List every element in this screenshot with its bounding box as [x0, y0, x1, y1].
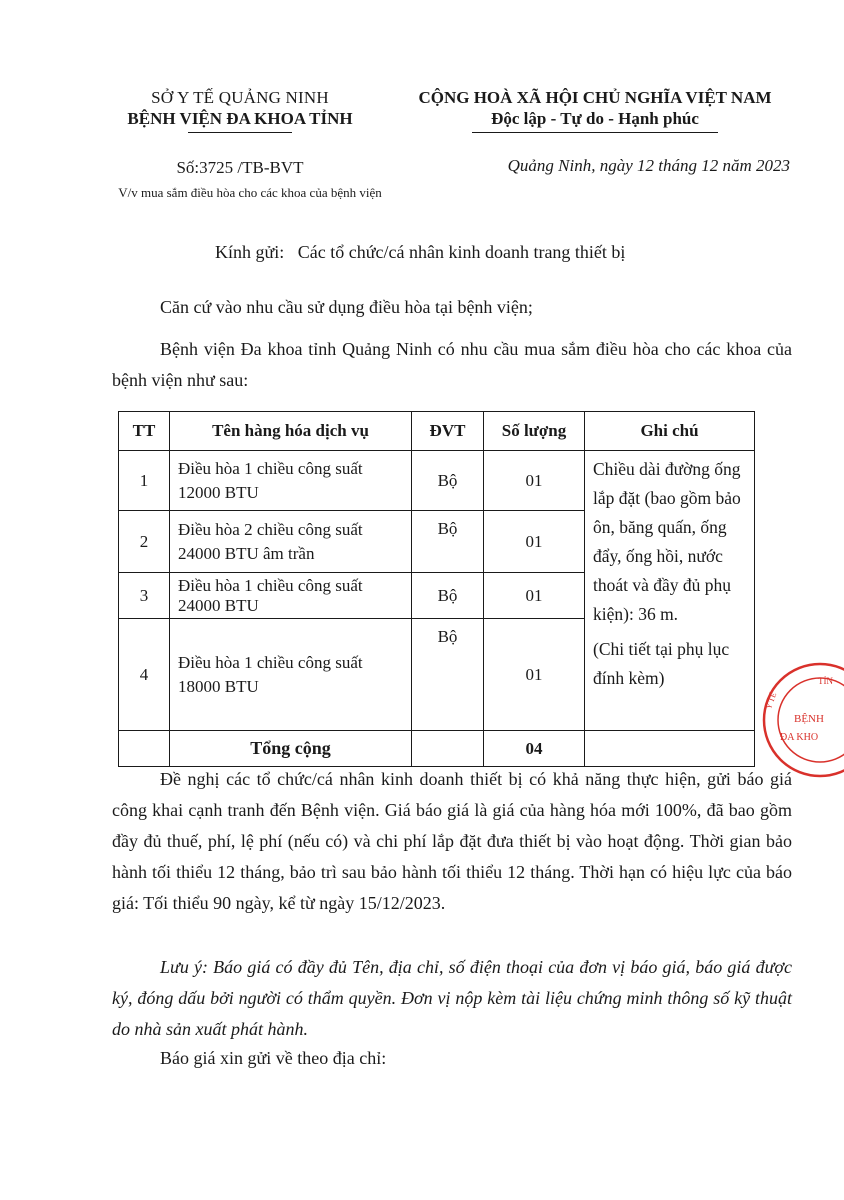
row-unit: Bộ — [412, 619, 484, 731]
row-name-line2: 12000 BTU — [178, 482, 259, 502]
row-unit: Bộ — [412, 451, 484, 511]
row-tt: 2 — [119, 511, 170, 573]
note-paragraph: Lưu ý: Báo giá có đầy đủ Tên, địa chỉ, số điện thoại của đơn vị báo giá, báo giá được ký, đóng dấu bởi người có thẩm quyền. Đơn vị nộp kèm tài liệu chứng minh thông số kỹ thuật do nhà sản xuất phát hành. — [112, 957, 792, 1039]
row-qty: 01 — [484, 573, 585, 619]
motto-underline — [472, 132, 718, 133]
row-name-line2: 24000 BTU — [178, 595, 259, 615]
nation-name: CỘNG HOÀ XÃ HỘI CHỦ NGHĨA VIỆT NAM — [418, 88, 772, 107]
total-qty: 04 — [484, 731, 585, 767]
header-name: Tên hàng hóa dịch vụ — [170, 412, 412, 451]
document-subject: V/v mua sắm điều hòa cho các khoa của bệnh viện — [118, 185, 382, 200]
row-name-line1: Điều hòa 2 chiều công suất — [178, 519, 363, 539]
issuer-underline — [188, 132, 292, 133]
total-label: Tổng cộng — [170, 731, 412, 767]
greeting-recipient: Các tổ chức/cá nhân kinh doanh trang thiết bị — [297, 242, 626, 262]
note-main: Chiều dài đường ống lắp đặt (bao gồm bảo ôn, băng quấn, ống đẩy, ống hồi, nước thoát và đầy đủ phụ kiện): 36 m. — [593, 459, 741, 624]
seal-text-side: Y TẾ — [764, 691, 779, 711]
row-name — [170, 573, 412, 619]
seal-text-mid1: BỆNH — [794, 713, 824, 725]
row-name — [170, 619, 412, 731]
note-cell — [585, 451, 755, 731]
address-paragraph: Báo giá xin gửi về theo địa chỉ: — [160, 1048, 387, 1068]
row-qty: 01 — [484, 619, 585, 731]
row-name — [170, 451, 412, 511]
goods-table — [118, 411, 755, 767]
row-name-line2: 18000 BTU — [178, 676, 259, 696]
motto: Độc lập - Tự do - Hạnh phúc — [491, 109, 699, 128]
row-unit: Bộ — [412, 573, 484, 619]
greeting-label: Kính gửi: — [215, 242, 285, 262]
row-tt: 4 — [119, 619, 170, 731]
row-name-line1: Điều hòa 1 chiều công suất — [178, 458, 363, 478]
header-qty: Số lượng — [484, 412, 585, 451]
issuer-block — [90, 88, 390, 133]
official-seal — [760, 660, 844, 780]
table-row — [119, 451, 755, 511]
hospital-name: BỆNH VIỆN ĐA KHOA TỈNH — [127, 109, 353, 128]
note-extra: (Chi tiết tại phụ lục đính kèm) — [593, 639, 730, 688]
header-note: Ghi chú — [585, 412, 755, 451]
seal-text-mid2: ĐA KHO — [780, 732, 819, 743]
request-paragraph: Đề nghị các tổ chức/cá nhân kinh doanh thiết bị có khả năng thực hiện, gửi báo giá công khai cạnh tranh đến Bệnh viện. Giá báo giá là giá của hàng hóa mới 100%, đã bao gồm đầy đủ thuế, phí, lệ phí (nếu có) và chi phí lắp đặt đưa thiết bị vào hoạt động. Thời gian bảo hành tối thiểu 12 tháng, bảo trì sau bảo hành tối thiểu 12 tháng. Thời hạn có hiệu lực của báo giá: Tối thiểu 90 ngày, kể từ ngày 15/12/2023. — [112, 769, 792, 913]
row-qty: 01 — [484, 511, 585, 573]
table-header-row — [119, 412, 755, 451]
document-number: Số:3725 /TB-BVT — [176, 158, 304, 177]
intro-paragraph: Bệnh viện Đa khoa tỉnh Quảng Ninh có nhu cầu mua sắm điều hòa cho các khoa của bệnh viện như sau: — [112, 339, 792, 390]
row-name-line2: 24000 BTU âm trần — [178, 543, 315, 563]
header-unit: ĐVT — [412, 412, 484, 451]
total-note-empty — [585, 731, 755, 767]
row-tt: 1 — [119, 451, 170, 511]
total-unit-empty — [412, 731, 484, 767]
basis-paragraph: Căn cứ vào nhu cầu sử dụng điều hòa tại bệnh viện; — [160, 297, 533, 317]
row-name — [170, 511, 412, 573]
row-unit: Bộ — [412, 511, 484, 573]
total-tt-empty — [119, 731, 170, 767]
header-tt: TT — [119, 412, 170, 451]
greeting — [215, 242, 625, 263]
date-line: Quảng Ninh, ngày 12 tháng 12 năm 2023 — [507, 156, 790, 175]
row-name-line1: Điều hòa 1 chiều công suất — [178, 575, 363, 595]
row-qty: 01 — [484, 451, 585, 511]
row-name-line1: Điều hòa 1 chiều công suất — [178, 652, 363, 672]
department-name: SỞ Y TẾ QUẢNG NINH — [151, 88, 329, 107]
seal-text-top: TỈN — [818, 676, 833, 686]
total-row — [119, 731, 755, 767]
national-motto-block — [390, 88, 800, 133]
row-tt: 3 — [119, 573, 170, 619]
